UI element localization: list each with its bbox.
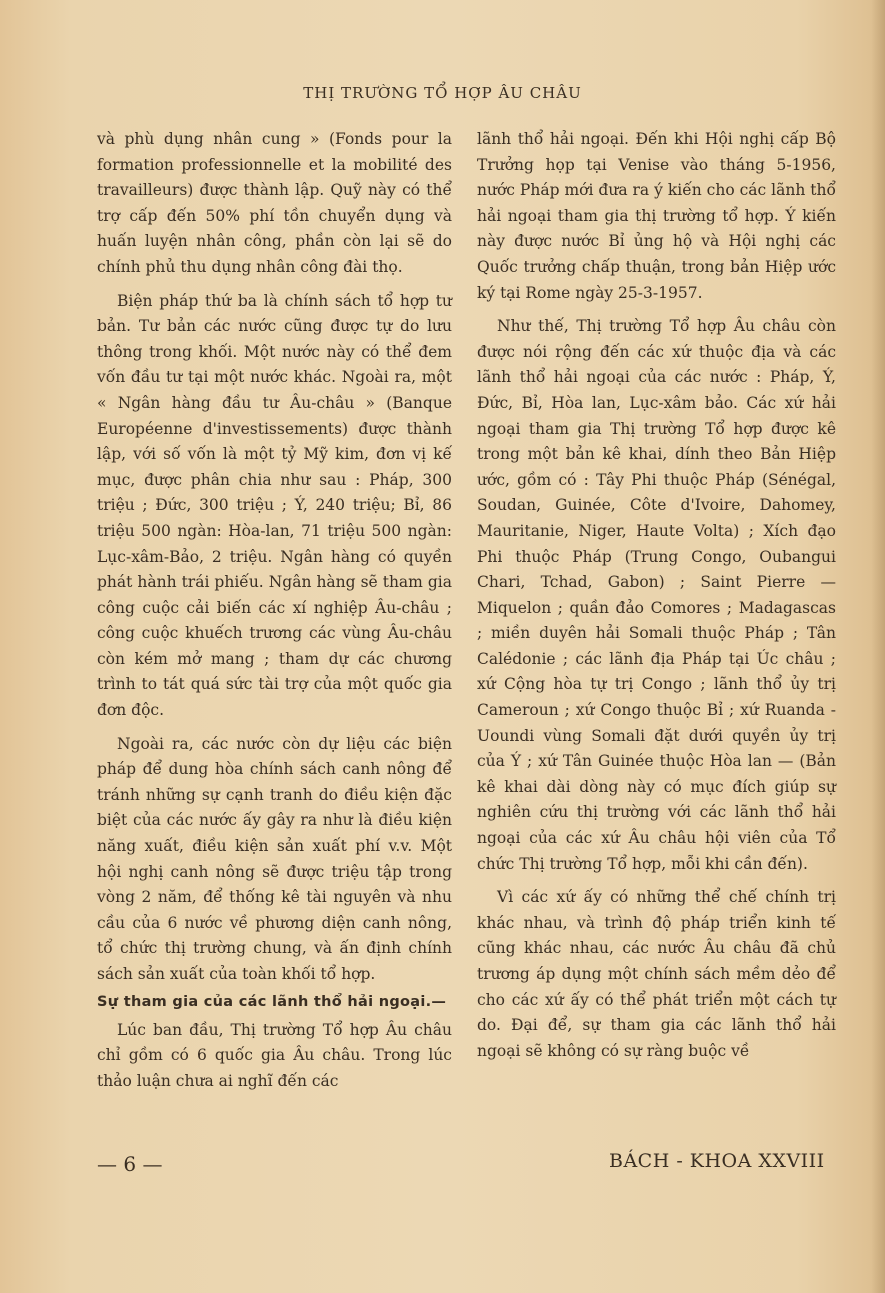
left-column: [97, 127, 452, 1094]
left-paragraph-3: Ngoài ra, các nước còn dự liệu các biện pháp để dung hòa chính sách canh nông để tránh những sự cạnh tranh do điều kiện đặc biệt của các nước ấy gây ra như là điều kiện năng xuất, điều kiện sản xuất phí v.v. Một hội nghị canh nông sẽ được triệu tập trong vòng 2 năm, để thống kê tài nguyên và nhu cầu của 6 nước về phương diện canh nông, tổ chức thị trường chung, và ấn định chính sách sản xuất của toàn khối tổ hợp.: [97, 734, 452, 983]
paper-edge-shadow: [871, 0, 885, 1293]
left-paragraph-1: và phù dụng nhân cung » (Fonds pour la formation professionnelle et la mobilité des travailleurs) được thành lập. Quỹ này có thể trợ cấp đến 50% phí tồn chuyển dụng và huấn luyện nhân công, phần còn lại sẽ do chính phủ thu dụng nhân công đài thọ.: [97, 130, 452, 276]
right-paragraph-3: Vì các xứ ấy có những thể chế chính trị khác nhau, và trình độ pháp triển kinh tế cũng khác nhau, các nước Âu châu đã chủ trương áp dụng một chính sách mềm dẻo để cho các xứ ấy có thể phát triển một cách tự do. Đại để, sự tham gia các lãnh thổ hải ngoại sẽ không có sự ràng buộc về: [477, 888, 836, 1060]
running-head: THỊ TRƯỜNG TỔ HỢP ÂU CHÂU: [303, 84, 582, 102]
right-paragraph-1: lãnh thổ hải ngoại. Đến khi Hội nghị cấp Bộ Trưởng họp tại Venise vào tháng 5-1956, nước Pháp mới đưa ra ý kiến cho các lãnh thổ hải ngoại tham gia thị trường tổ hợp. Ý kiến này được nước Bỉ ủng hộ và Hội nghị các Quốc trưởng chấp thuận, trong bản Hiệp ước ký tại Rome ngày 25-3-1957.: [477, 130, 836, 302]
right-column: [477, 127, 836, 1064]
page-number: — 6 —: [97, 1152, 163, 1176]
left-paragraph-2: Biện pháp thứ ba là chính sách tổ hợp tư bản. Tư bản các nước cũng được tự do lưu thông trong khối. Một nước này có thể đem vốn đầu tư tại một nước khác. Ngoài ra, một « Ngân hàng đầu tư Âu-châu » (Banque Européenne d'investissements) được thành lập, với số vốn là một tỷ Mỹ kim, đơn vị kế mục, được phân chia như sau : Pháp, 300 triệu ; Đức, 300 triệu ; Ý, 240 triệu; Bỉ, 86 triệu 500 ngàn: Hòa-lan, 71 triệu 500 ngàn: Lục-xâm-Bảo, 2 triệu. Ngân hàng có quyền phát hành trái phiếu. Ngân hàng sẽ tham gia công cuộc cải biến các xí nghiệp Âu-châu ; công cuộc khuếch trương các vùng Âu-châu còn kém mở mang ; tham dự các chương trình to tát quá sức tài trợ của một quốc gia đơn độc.: [97, 291, 452, 720]
section-heading: Sự tham gia của các lãnh thổ hải ngoại.—: [97, 993, 447, 1010]
left-paragraph-4: Lúc ban đầu, Thị trường Tổ hợp Âu châu chỉ gồm có 6 quốc gia Âu châu. Trong lúc thảo luận chưa ai nghĩ đến các: [97, 1020, 452, 1090]
right-paragraph-2: Như thế, Thị trường Tổ hợp Âu châu còn được nói rộng đến các xứ thuộc địa và các lãnh thổ hải ngoại của các nước : Pháp, Ý, Đức, Bỉ, Hòa lan, Lục-xâm bảo. Các xứ hải ngoại tham gia Thị trường Tổ hợp được kê trong một bản kê khai, dính theo Bản Hiệp ước, gồm có : Tây Phi thuộc Pháp (Sénégal, Soudan, Guinée, Côte d'Ivoire, Dahomey, Mauritanie, Niger, Haute Volta) ; Xích đạo Phi thuộc Pháp (Trung Congo, Oubangui Chari, Tchad, Gabon) ; Saint Pierre — Miquelon ; quần đảo Comores ; Madagascas ; miền duyên hải Somali thuộc Pháp ; Tân Calédonie ; các lãnh địa Pháp tại Úc châu ; xứ Cộng hòa tự trị Congo ; lãnh thổ ủy trị Cameroun ; xứ Congo thuộc Bỉ ; xứ Ruanda - Uoundi vùng Somali đặt dưới quyền ủy trị của Ý ; xứ Tân Guinée thuộc Hòa lan — (Bản kê khai dài dòng này có mục đích giúp sự nghiên cứu thị trường với các lãnh thổ hải ngoại của các xứ Âu châu hội viên của Tổ chức Thị trường Tổ hợp, mỗi khi cần đến).: [477, 317, 836, 873]
publication-name: BÁCH - KHOA XXVIII: [609, 1150, 825, 1172]
